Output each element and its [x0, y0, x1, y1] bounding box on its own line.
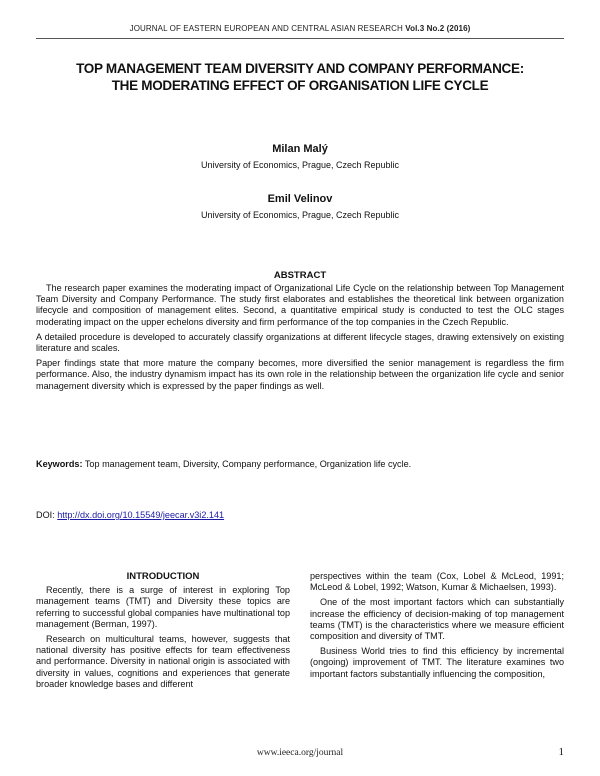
body-paragraph: One of the most important factors which can substantially increase the efficiency of decision-making of top management teams (TMT) is the characteristics where we measure efficient composition and diversity of TMT.	[310, 597, 564, 642]
keywords-label: Keywords:	[36, 459, 83, 469]
abstract-body	[36, 283, 564, 396]
intro-left-column	[36, 571, 290, 694]
header-rule	[36, 38, 564, 39]
intro-right-column	[310, 571, 564, 684]
doi	[36, 510, 224, 520]
abstract-heading: ABSTRACT	[273, 270, 327, 281]
author-affiliation: University of Economics, Prague, Czech Republic	[200, 160, 400, 170]
paper-title	[40, 60, 560, 94]
running-header	[60, 24, 540, 33]
journal-name: JOURNAL OF EASTERN EUROPEAN AND CENTRAL ASIAN RESEARCH	[129, 24, 403, 33]
author-block-2	[0, 193, 600, 220]
abstract-paragraph: The research paper examines the moderating impact of Organizational Life Cycle on the relationship between Top Management Team Diversity and Company Performance. The study first elaborates and establishes the theoretical link between organization lifecycle and composition of management elites. Second, a quantitative empirical study is conducted to test the OLC stages moderating impact on the upper echelons diversity and firm performance of the top companies in the Czech Republic.	[36, 283, 564, 327]
abstract-paragraph: Paper findings state that more mature the company becomes, more diversified the senior management is regardless the firm performance. Also, the industry dynamism impact has its own role in the relationship between the organization life cycle and senior management diversity which is expressed by the paper findings as well.	[36, 358, 564, 391]
introduction-heading: INTRODUCTION	[126, 571, 200, 582]
doi-link[interactable]: http://dx.doi.org/10.15549/jeecar.v3i2.141	[57, 510, 225, 520]
author-name: Emil Velinov	[267, 193, 333, 205]
body-paragraph: Business World tries to find this efficiency by incremental (ongoing) improvement of TMT. The literature examines two important factors substantially influencing the composition,	[310, 646, 564, 679]
author-block-1	[0, 143, 600, 170]
doi-label: DOI:	[36, 510, 55, 520]
page-number: 1	[558, 746, 564, 758]
body-paragraph: perspectives within the team (Cox, Lobel & McLeod, 1991; McLeod & Lobel, 1992; Watson, Kumar & Michaelsen, 1993).	[310, 571, 564, 593]
keywords	[36, 459, 564, 469]
author-name: Milan Malý	[272, 143, 328, 155]
keywords-text: Top management team, Diversity, Company performance, Organization life cycle.	[84, 459, 412, 469]
body-paragraph: Recently, there is a surge of interest in exploring Top management teams (TMT) and Diversity these topics are referring to successful global companies have multinational top management (Berman, 1997).	[36, 585, 290, 629]
footer-website: www.ieeca.org/journal	[256, 748, 344, 758]
body-paragraph: Research on multicultural teams, however, suggests that national diversity has positive effects for team effectiveness and performance. Diversity in national origin is associated with diversity in values, cognitions and experiences that generate broader knowledge bases and different	[36, 634, 290, 689]
title-line-1: TOP MANAGEMENT TEAM DIVERSITY AND COMPANY PERFORMANCE:	[76, 61, 524, 76]
author-affiliation: University of Economics, Prague, Czech Republic	[200, 210, 400, 220]
journal-volume: Vol.3 No.2 (2016)	[405, 24, 471, 33]
title-line-2: THE MODERATING EFFECT OF ORGANISATION LIFE CYCLE	[111, 78, 489, 93]
abstract-paragraph: A detailed procedure is developed to accurately classify organizations at different lifecycle stages, drawing extensively on existing literature and scales.	[36, 331, 564, 354]
